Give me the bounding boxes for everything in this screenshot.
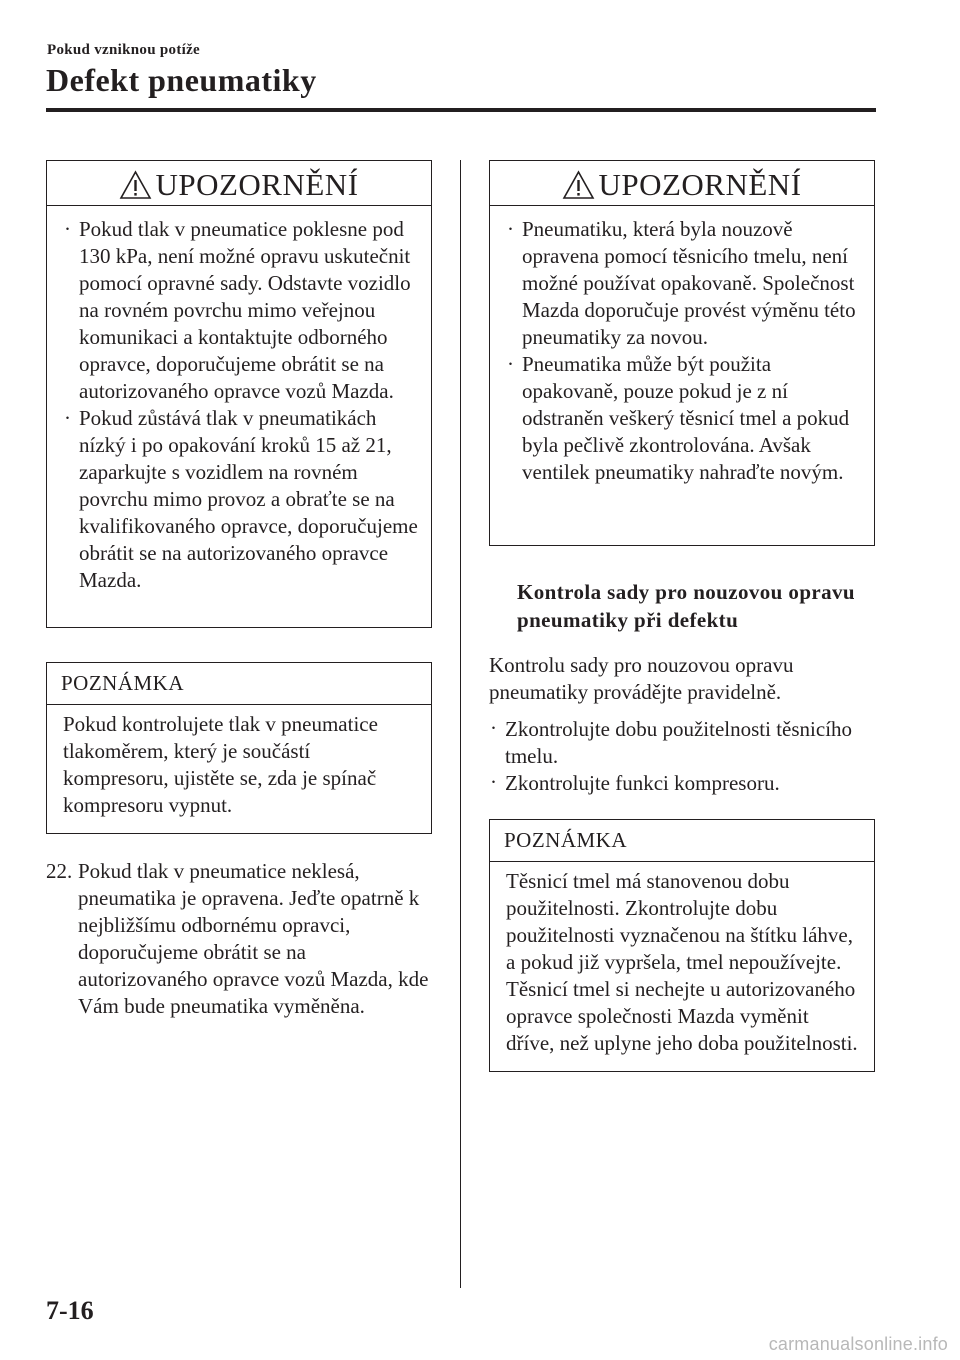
left-column xyxy=(46,160,432,1020)
warning-box-left xyxy=(46,160,432,628)
step-text: Pokud tlak v pneumatice neklesá, pneumatika je opravena. Jeďte opatrně k nejbližšímu odbornému opravci, doporučujeme obrátit se na autorizovaného opravce vozů Mazda, kde Vám bude pneumatika vyměněna. xyxy=(78,859,429,1018)
note-box-right xyxy=(489,819,875,1072)
bullet: · xyxy=(490,770,497,794)
note-header: POZNÁMKA xyxy=(490,820,874,862)
step-22 xyxy=(46,858,432,1020)
warning-heading: UPOZORNĚNÍ xyxy=(155,166,359,202)
list-item: · Pneumatiku, která byla nouzově opravena pomocí těsnicího tmelu, není možné používat opakovaně. Společnost Mazda doporučuje provést výměnu této pneumatiky za novou. xyxy=(507,217,856,349)
warning-triangle-icon xyxy=(119,170,152,200)
list-item: · Pokud zůstává tlak v pneumatikách nízký i po opakování kroků 15 až 21, zaparkujte s vozidlem na rovném povrchu mimo provoz a obraťte se na kvalifikovaného opravce, doporučujeme obrátit se na autorizovaného opravce Mazda. xyxy=(64,406,418,592)
warning-box-right xyxy=(489,160,875,546)
warning-heading: UPOZORNĚNÍ xyxy=(598,166,802,202)
column-divider xyxy=(460,160,461,1288)
intro-paragraph: Kontrolu sady pro nouzovou opravu pneumatiky provádějte pravidelně. xyxy=(489,653,794,704)
note-box-left xyxy=(46,662,432,834)
warning-header xyxy=(47,161,431,206)
right-column xyxy=(489,160,875,1072)
list-item: · Zkontrolujte funkci kompresoru. xyxy=(490,770,780,795)
page-title: Defekt pneumatiky xyxy=(46,62,317,98)
bullet: · xyxy=(64,406,71,430)
check-list xyxy=(489,716,875,797)
bullet: · xyxy=(507,217,514,241)
list-item: · Zkontrolujte dobu použitelnosti těsnicího tmelu. xyxy=(490,716,853,768)
page-number: 7-16 xyxy=(46,1296,94,1325)
note-text: Pokud kontrolujete tlak v pneumatice tlakoměrem, který je součástí kompresoru, ujistěte se, zda je spínač kompresoru vypnut. xyxy=(63,712,378,817)
note-text: Těsnicí tmel má stanovenou dobu použitelnosti. Zkontrolujte dobu použitelnosti vyznačenou na štítku láhve, a pokud již vypršela, tmel nepoužívejte. Těsnicí tmel si nechejte u autorizovaného opravce společnosti Mazda vyměnit dříve, než uplyne jeho doba použitelnosti. xyxy=(506,869,858,1055)
note-header: POZNÁMKA xyxy=(47,663,431,705)
title-rule xyxy=(46,108,876,112)
list-item: · Pokud tlak v pneumatice poklesne pod 130 kPa, není možné opravu uskutečnit pomocí opravné sady. Odstavte vozidlo na rovném povrchu mimo veřejnou komunikaci a kontaktujte odborného opravce, doporučujeme obrátit se na autorizovaného opravce vozů Mazda. xyxy=(64,217,411,403)
warning-header xyxy=(490,161,874,206)
step-number: 22. xyxy=(46,859,73,883)
bullet: · xyxy=(64,217,71,241)
section-subheading: Kontrola sady pro nouzovou opravu pneumatiky při defektu xyxy=(517,580,855,632)
section-label: Pokud vzniknou potíže xyxy=(47,42,201,58)
bullet: · xyxy=(507,352,514,376)
bullet: · xyxy=(490,716,497,740)
warning-triangle-icon xyxy=(562,170,595,200)
watermark: carmanualsonline.info xyxy=(768,1334,948,1354)
list-item: · Pneumatika může být použita opakovaně, pouze pokud je z ní odstraněn veškerý těsnicí tmel a pokud byla pečlivě zkontrolována. Avšak ventilek pneumatiky nahraďte novým. xyxy=(507,352,850,484)
